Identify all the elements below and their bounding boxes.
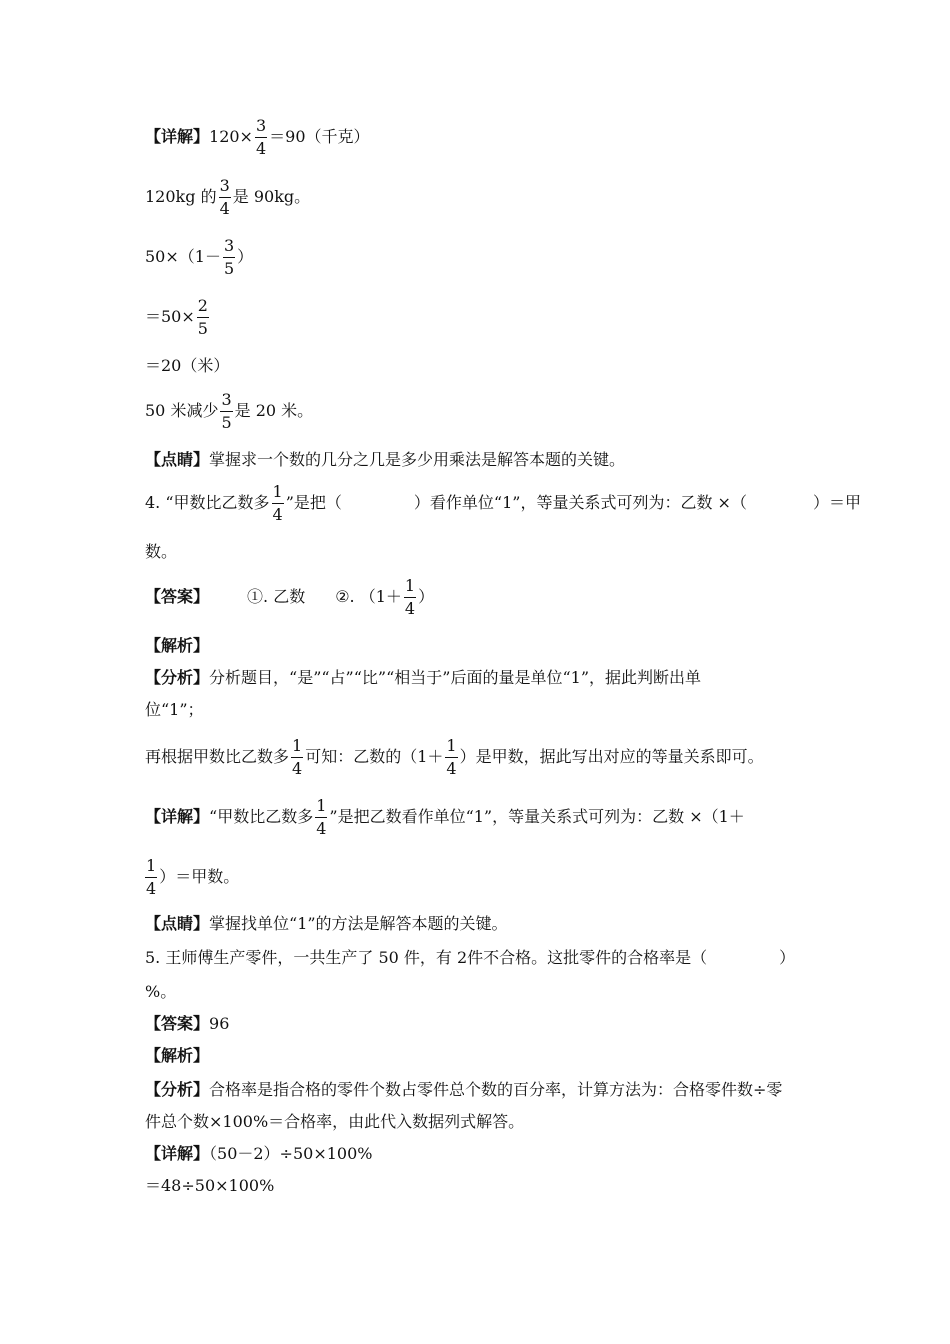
fraction: $\frac{1}{4}$ (404, 576, 416, 618)
q5-stem (145, 948, 795, 968)
text: 再根据甲数比乙数多 (145, 747, 290, 766)
fraction: $\frac{3}{5}$ (223, 236, 235, 278)
q4-fenxi-line-2: 位“1”； (145, 700, 204, 719)
text: 4. “甲数比乙数多 (145, 493, 270, 512)
fraction: $\frac{2}{5}$ (197, 296, 208, 338)
text: 120kg 的 (145, 187, 217, 206)
text: ）是甲数，据此写出对应的等量关系即可。 (459, 747, 764, 766)
calc-line-2 (145, 298, 211, 337)
q4-analysis-tag: 【解析】 (145, 636, 210, 655)
text: ）＝甲 (812, 493, 861, 512)
text: 掌握找单位“1”的方法是解答本题的关键。 (209, 914, 508, 933)
text: 50 米减少 (145, 401, 219, 420)
q5-stem-line-2: %。 (145, 982, 177, 1001)
q5-analysis-tag: 【解析】 (145, 1046, 210, 1065)
fraction: $\frac{1}{4}$ (446, 736, 457, 778)
answer-tag: 【答案】 (145, 587, 210, 606)
dianjing-line-1 (145, 450, 625, 470)
q5-answer (145, 1014, 229, 1034)
q4-detail (145, 798, 745, 837)
q4-detail-line-2 (145, 858, 239, 897)
text: 可知：乙数的（1＋ (305, 747, 444, 766)
detail-tag: 【详解】 (145, 1144, 210, 1163)
q5-detail (145, 1144, 372, 1164)
text: ＝50× (145, 307, 195, 326)
text: ”是把（ (285, 493, 342, 512)
q4-stem (145, 484, 861, 523)
answer-2: ②. （1＋ (335, 587, 402, 606)
text: 掌握求一个数的几分之几是多少用乘法是解答本题的关键。 (209, 450, 626, 469)
q4-answer (145, 578, 434, 617)
q5-detail-line-2: ＝48÷50×100% (145, 1176, 275, 1195)
expr-pre: 120× (209, 127, 253, 146)
fraction: $\frac{1}{4}$ (316, 796, 327, 838)
answer-value: 96 (209, 1014, 230, 1033)
text: ） (418, 587, 435, 606)
text: （50－2）÷50×100% (209, 1144, 373, 1163)
answer-tag: 【答案】 (145, 1014, 210, 1033)
text: 是 20 米。 (234, 401, 314, 420)
fraction: $\frac{3}{5}$ (221, 390, 232, 432)
detail-tag: 【详解】 (145, 127, 210, 146)
text: ”是把乙数看作单位“1”，等量关系式可列为：乙数 ×（1＋ (329, 807, 745, 826)
q4-fenxi (145, 668, 701, 688)
text: “甲数比乙数多 (209, 807, 314, 826)
fraction: $\frac{1}{4}$ (146, 856, 157, 898)
text: ） (779, 948, 796, 967)
fraction: $\frac{3}{4}$ (255, 116, 267, 158)
q5-fenxi-line-2: 件总个数×100%＝合格率，由此代入数据列式解答。 (145, 1112, 525, 1131)
text: 是 90kg。 (232, 187, 311, 206)
text: ）＝甲数。 (159, 867, 240, 886)
detail-tag: 【详解】 (145, 807, 210, 826)
dianjing-tag: 【点睛】 (145, 914, 210, 933)
q4-again (145, 738, 764, 777)
q4-dianjing (145, 914, 508, 934)
text: 50×（1－ (145, 247, 221, 266)
q5-fenxi (145, 1080, 782, 1100)
result-line-2 (145, 392, 313, 431)
answer-1: ①. 乙数 (247, 587, 306, 606)
text: 5. 王师傅生产零件，一共生产了 50 件，有 2件不合格。这批零件的合格率是（ (145, 948, 708, 967)
text: 合格率是指合格的零件个数占零件总个数的百分率，计算方法为：合格零件数÷零 (209, 1080, 783, 1099)
fenxi-tag: 【分析】 (145, 1080, 210, 1099)
dianjing-tag: 【点睛】 (145, 450, 210, 469)
fraction: $\frac{1}{4}$ (292, 736, 303, 778)
result-line-1 (145, 178, 310, 217)
calc-line-3: ＝20（米） (145, 356, 230, 375)
text: ）看作单位“1”，等量关系式可列为：乙数 ×（ (413, 493, 747, 512)
q4-stem-line-2: 数。 (145, 542, 178, 561)
text: 分析题目，“是”“占”“比”“相当于”后面的量是单位“1”，据此判断出单 (209, 668, 701, 687)
text: ） (237, 247, 254, 266)
expr-post: ＝90（千克） (269, 127, 370, 146)
calc-line-1 (145, 238, 253, 277)
fraction: $\frac{3}{4}$ (219, 176, 230, 218)
fraction: $\frac{1}{4}$ (272, 482, 283, 524)
detail-line-1 (145, 118, 370, 157)
fenxi-tag: 【分析】 (145, 668, 210, 687)
